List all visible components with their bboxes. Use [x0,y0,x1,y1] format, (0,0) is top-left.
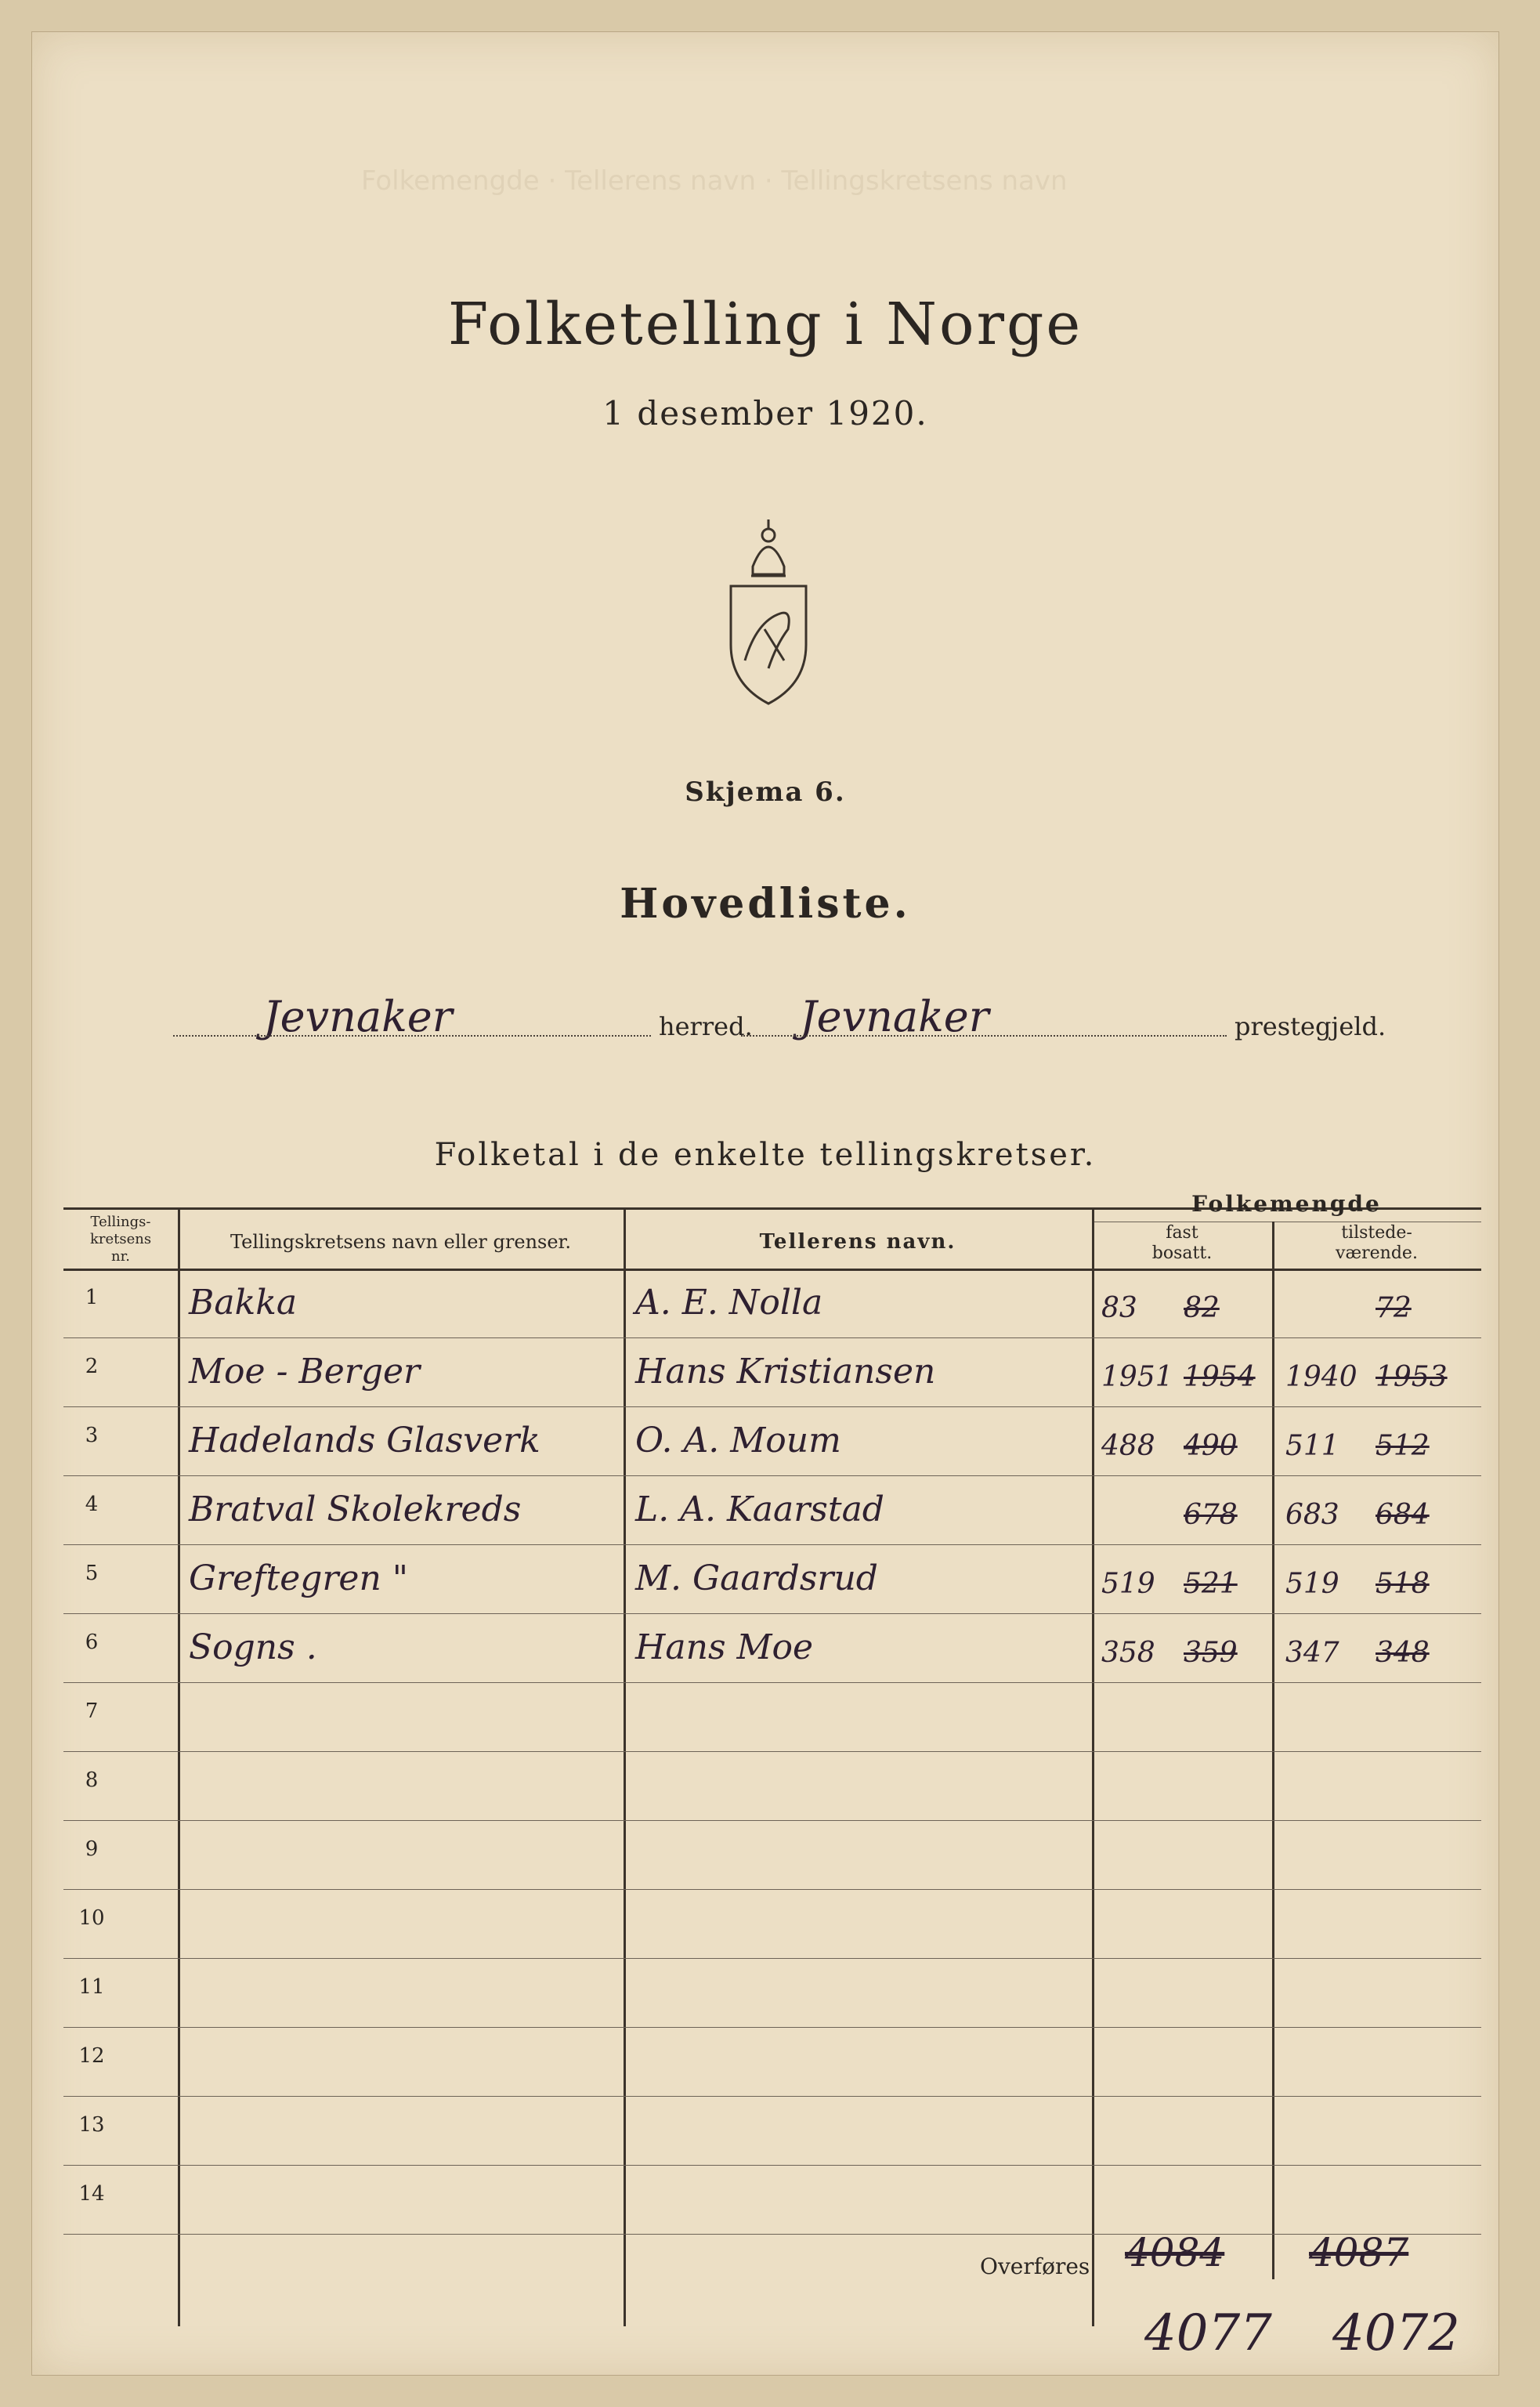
table-row-rule [63,1544,1481,1545]
form-title: Folketelling i Norge [447,291,1083,358]
row-number: 1 [85,1286,99,1309]
table-row-rule [63,1406,1481,1407]
table-row-rule [63,2027,1481,2028]
list-title: Hovedliste. [620,880,911,928]
table-title: Folketal i de enkelte tellingskretser. [434,1137,1097,1173]
fast-bosatt-first: 83 [1101,1292,1137,1324]
teller-name: Hans Kristiansen [635,1352,936,1392]
fast-bosatt-first: 519 [1101,1568,1155,1600]
district-name: Hadelands Glasverk [189,1421,540,1460]
tilstede-first: 347 [1285,1637,1339,1669]
fast-bosatt-corrected: 82 [1184,1292,1220,1324]
tilstede-first: 511 [1285,1430,1339,1462]
fast-bosatt-corrected: 490 [1184,1430,1238,1462]
fast-bosatt-first: 488 [1101,1430,1155,1462]
fast-bosatt-corrected: 521 [1184,1568,1238,1600]
table-row-rule [63,1820,1481,1821]
row-number: 13 [78,2113,105,2137]
table-row-rule [63,1475,1481,1476]
census-form-page [31,31,1499,2376]
fast-bosatt-first: 1951 [1101,1361,1173,1393]
header-bottom-rule [63,1269,1481,1271]
herred-dotted-line [173,1035,651,1037]
tilstede-corrected: 684 [1376,1499,1430,1531]
total-tilstede: 4072 [1332,2304,1460,2362]
district-name: Moe - Berger [189,1352,421,1392]
row-number: 12 [78,2044,105,2068]
tilstede-corrected: 348 [1376,1637,1430,1669]
table-row-rule [63,1958,1481,1959]
overfores-fast-old: 4084 [1125,2230,1225,2275]
header-teller: Tellerens navn. [759,1230,956,1254]
teller-name: A. E. Nolla [635,1283,823,1323]
teller-name: O. A. Moum [635,1421,841,1460]
coat-of-arms-icon [721,512,815,708]
prestegjeld-label: prestegjeld. [1235,1012,1386,1041]
total-fast-bosatt: 4077 [1144,2304,1272,2362]
table-row-rule [63,1751,1481,1752]
row-number: 14 [78,2182,105,2206]
tilstede-first: 683 [1285,1499,1339,1531]
table-row-rule [63,1337,1481,1338]
teller-name: L. A. Kaarstad [635,1489,884,1529]
header-name: Tellingskretsens navn eller grenser. [230,1231,572,1253]
row-number: 7 [85,1699,99,1723]
table-row-rule [63,2234,1481,2235]
table-row-rule [63,2096,1481,2097]
tilstede-corrected: 518 [1376,1568,1430,1600]
row-number: 6 [85,1631,99,1654]
header-nr: Tellings- kretsens nr. [89,1214,152,1265]
header-tilstede: tilstede- værende. [1336,1223,1418,1263]
fast-bosatt-corrected: 1954 [1184,1361,1256,1393]
tilstede-first: 1940 [1285,1361,1357,1393]
prestegjeld-value: Jevnaker [800,992,989,1041]
col-rule-3 [1092,1207,1094,2326]
district-name: Sogns . [189,1627,317,1667]
row-number: 11 [78,1975,105,1999]
col-rule-1 [178,1207,180,2326]
form-date: 1 desember 1920. [602,394,928,433]
prestegjeld-dotted-line [741,1035,1227,1037]
bleed-through-text: Folkemengde · Tellerens navn · Tellingskretsens navn [361,165,1068,197]
tilstede-corrected: 512 [1376,1430,1430,1462]
overfores-til-old: 4087 [1309,2230,1409,2275]
teller-name: Hans Moe [635,1627,814,1667]
row-number: 9 [85,1837,99,1861]
row-number: 2 [85,1355,99,1378]
fast-bosatt-corrected: 678 [1184,1499,1238,1531]
table-row-rule [63,2165,1481,2166]
herred-label: herred. [659,1012,753,1041]
table-row-rule [63,1682,1481,1683]
tilstede-corrected: 1953 [1376,1361,1448,1393]
col-rule-4 [1272,1222,1274,2279]
fast-bosatt-first: 358 [1101,1637,1155,1669]
col-rule-2 [624,1207,626,2326]
district-name: Greftegren " [189,1558,409,1598]
row-number: 4 [85,1493,99,1516]
row-number: 5 [85,1562,99,1585]
district-name: Bakka [189,1283,298,1323]
tilstede-first: 519 [1285,1568,1339,1600]
row-number: 3 [85,1424,99,1447]
herred-value: Jevnaker [263,992,453,1041]
tilstede-corrected: 72 [1376,1292,1412,1324]
header-folkemengde: Folkemengde [1191,1191,1382,1217]
district-name: Bratval Skolekreds [189,1489,522,1529]
row-number: 8 [85,1768,99,1792]
table-row-rule [63,1889,1481,1890]
fast-bosatt-corrected: 359 [1184,1637,1238,1669]
row-number: 10 [78,1906,105,1930]
header-fast-bosatt: fast bosatt. [1151,1223,1213,1263]
table-row-rule [63,1613,1481,1614]
teller-name: M. Gaardsrud [635,1558,878,1598]
overfores-label: Overføres [980,2253,1090,2279]
schema-number: Skjema 6. [685,776,846,808]
